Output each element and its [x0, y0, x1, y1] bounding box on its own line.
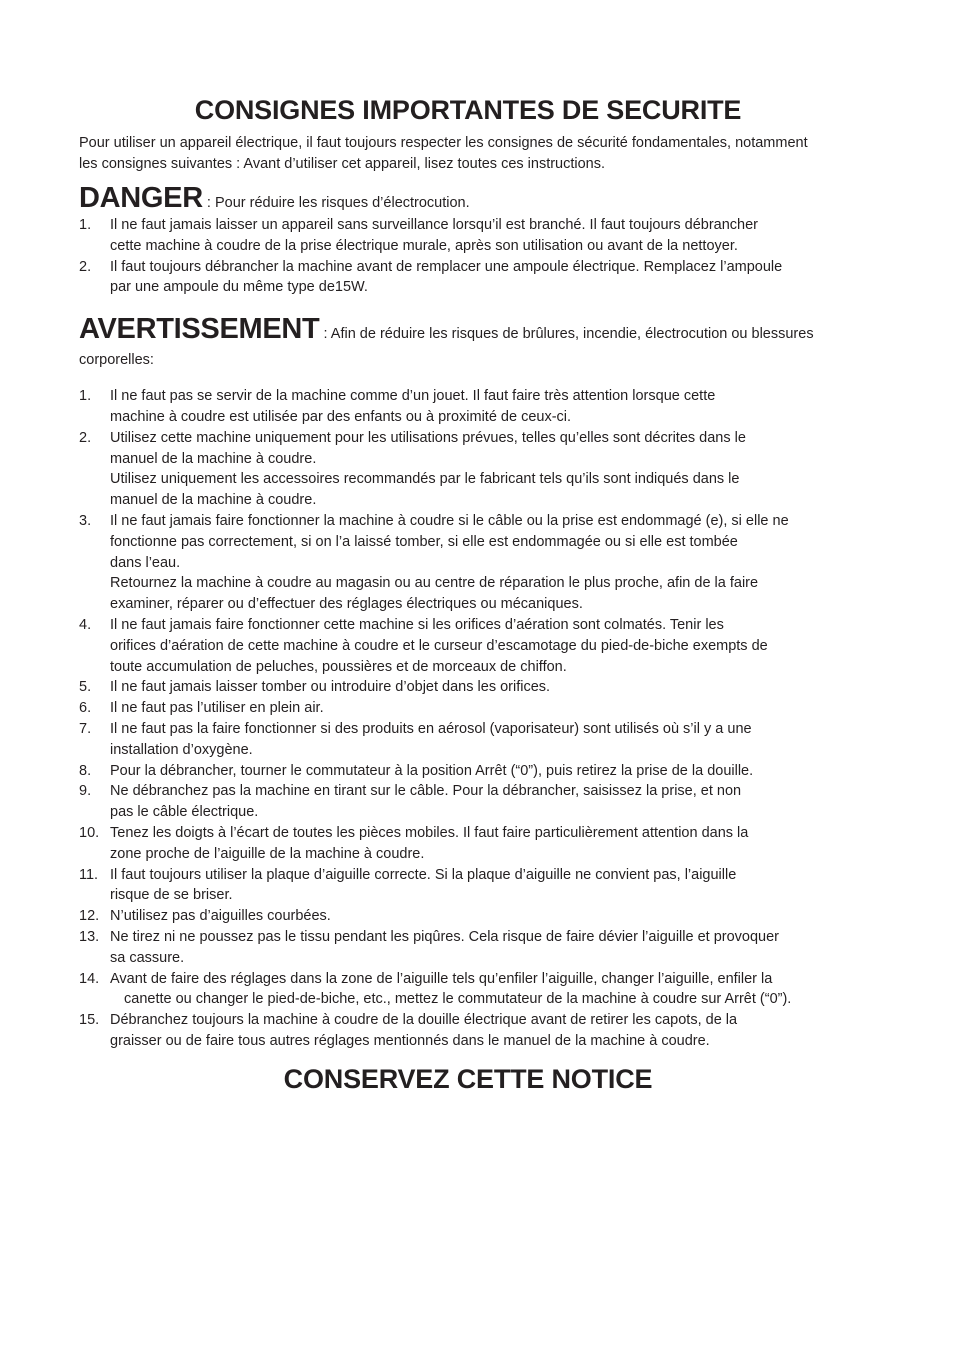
list-item-text: Il faut toujours utiliser la plaque d’aiguille correcte. Si la plaque d’aiguille ne convient pas, l’aiguille	[110, 866, 737, 883]
avertissement-list	[79, 386, 869, 1052]
list-item	[79, 257, 869, 299]
list-item-text: pas le câble électrique.	[110, 804, 259, 821]
list-item-number: 2.	[79, 258, 92, 275]
list-item-number: 5.	[79, 679, 92, 696]
list-item-text: Il ne faut jamais laisser tomber ou introduire d’objet dans les orifices.	[110, 679, 551, 696]
list-item-number: 2.	[79, 429, 92, 446]
intro-line: les consignes suivantes : Avant d’utiliser cet appareil, lisez toutes ces instructions.	[79, 156, 606, 172]
avertissement-subtitle: : Afin de réduire les risques de brûlures, incendie, électrocution ou blessures	[319, 326, 814, 343]
list-item-number: 7.	[79, 720, 92, 737]
avertissement-heading	[79, 312, 869, 374]
list-item-text: Il faut toujours débrancher la machine avant de remplacer une ampoule électrique. Remplacez l’ampoule	[110, 258, 783, 275]
list-item	[79, 1010, 869, 1052]
page-title: CONSIGNES IMPORTANTES DE SECURITE	[194, 95, 742, 125]
list-item-number: 12.	[79, 908, 100, 925]
list-item-text: installation d’oxygène.	[110, 741, 253, 758]
list-item-text: zone proche de l’aiguille de la machine à coudre.	[110, 845, 425, 862]
list-item-text: manuel de la machine à coudre.	[110, 492, 317, 509]
list-item-text: Il ne faut jamais faire fonctionner cette machine si les orifices d’aération sont colmatés. Tenir les	[110, 616, 724, 633]
list-item	[79, 677, 869, 698]
list-item-text: sa cassure.	[110, 949, 185, 966]
list-item	[79, 386, 869, 428]
intro-line: Pour utiliser un appareil électrique, il faut toujours respecter les consignes de sécurité fondamentales, notamment	[79, 135, 808, 151]
list-item-number: 9.	[79, 783, 92, 800]
list-item-text: Utilisez cette machine uniquement pour les utilisations prévues, telles qu’elles sont décrites dans le	[110, 429, 746, 446]
list-item-number: 15.	[79, 1012, 100, 1029]
list-item-text: Ne tirez ni ne poussez pas le tissu pendant les piqûres. Cela risque de faire dévier l’aiguille et provoquer	[110, 928, 779, 945]
danger-subtitle: : Pour réduire les risques d’électrocution.	[202, 195, 470, 211]
list-item-text: machine à coudre est utilisée par des enfants ou à proximité de ceux-ci.	[110, 408, 572, 425]
list-item-number: 3.	[79, 512, 92, 529]
list-item-text: Il ne faut pas l’utiliser en plein air.	[110, 700, 324, 717]
list-item-text: Il ne faut jamais laisser un appareil sans surveillance lorsqu’il est branché. Il faut toujours débrancher	[110, 217, 759, 233]
footer-title: CONSERVEZ CETTE NOTICE	[283, 1063, 653, 1094]
list-item-text: Pour la débrancher, tourner le commutateur à la position Arrêt (“0”), puis retirez la prise de la douille.	[110, 762, 754, 779]
list-item-number: 6.	[79, 700, 92, 717]
avertissement-title: AVERTISSEMENT	[79, 313, 320, 346]
list-item-text: manuel de la machine à coudre.	[110, 450, 317, 467]
list-item-text: par une ampoule du même type de15W.	[110, 279, 368, 296]
list-item	[79, 927, 869, 969]
danger-list	[79, 215, 869, 298]
list-item	[79, 719, 869, 761]
list-item	[79, 865, 869, 907]
safety-instructions-page	[79, 93, 869, 1096]
list-item	[79, 823, 869, 865]
list-item-text: Avant de faire des réglages dans la zone de l’aiguille tels qu’enfiler l’aiguille, changer l’aiguille, enfiler la	[110, 970, 773, 987]
list-item	[79, 615, 869, 677]
list-item-text: toute accumulation de peluches, poussières et de morceaux de chiffon.	[110, 658, 567, 675]
list-item-text: cette machine à coudre de la prise électrique murale, après son utilisation ou avant de la nettoyer.	[110, 237, 738, 254]
list-item-text: graisser ou de faire tous autres réglages mentionnés dans le manuel de la machine à coudre.	[110, 1032, 710, 1049]
list-item-number: 1.	[79, 388, 92, 405]
list-item-number: 13.	[79, 928, 100, 945]
list-item-text: N’utilisez pas d’aiguilles courbées.	[110, 908, 331, 925]
list-item	[79, 511, 869, 615]
list-item-number: 1.	[79, 217, 92, 233]
danger-heading	[79, 181, 869, 215]
list-item-number: 4.	[79, 616, 92, 633]
list-item-text: Retournez la machine à coudre au magasin ou au centre de réparation le plus proche, afin de la faire	[110, 575, 759, 592]
intro-paragraph	[79, 133, 869, 175]
list-item	[79, 969, 869, 1011]
list-item-number: 10.	[79, 824, 100, 841]
list-item	[79, 698, 869, 719]
list-item-text: Il ne faut pas la faire fonctionner si des produits en aérosol (vaporisateur) sont utilisés où s’il y a une	[110, 720, 752, 737]
list-item-text: risque de se briser.	[110, 887, 233, 904]
list-item-text: dans l’eau.	[110, 554, 181, 571]
list-item	[79, 428, 869, 511]
list-item-number: 14.	[79, 970, 100, 987]
danger-title: DANGER	[79, 182, 203, 214]
list-item-text: Il ne faut pas se servir de la machine comme d’un jouet. Il faut faire très attention lorsque cette	[110, 388, 716, 405]
list-item-text: orifices d’aération de cette machine à coudre et le curseur d’escamotage du pied-de-biche exempts de	[110, 637, 768, 654]
list-item-text: canette ou changer le pied-de-biche, etc., mettez le commutateur de la machine à coudre sur Arrêt (“0”).	[124, 991, 792, 1008]
list-item	[79, 906, 869, 927]
list-item	[79, 781, 869, 823]
list-item-text: fonctionne pas correctement, si on l’a laissé tomber, si elle est endommagée ou si elle est tombée	[110, 533, 738, 550]
list-item-text: Utilisez uniquement les accessoires recommandés par le fabricant tels qu’ils sont indiqués dans le	[110, 471, 740, 488]
avertissement-subtitle-cont: corporelles:	[79, 352, 154, 369]
list-item-text: Il ne faut jamais faire fonctionner la machine à coudre si le câble ou la prise est endommagé (e), si elle ne	[110, 512, 789, 529]
list-item	[79, 215, 869, 257]
list-item-number: 8.	[79, 762, 92, 779]
list-item	[79, 761, 869, 782]
list-item-text: Débranchez toujours la machine à coudre de la douille électrique avant de retirer les capots, de la	[110, 1012, 738, 1029]
list-item-text: examiner, réparer ou d’effectuer des réglages électriques ou mécaniques.	[110, 596, 583, 613]
list-item-text: Tenez les doigts à l’écart de toutes les pièces mobiles. Il faut faire particulièrement attention dans la	[110, 824, 749, 841]
list-item-text: Ne débranchez pas la machine en tirant sur le câble. Pour la débrancher, saisissez la prise, et non	[110, 783, 742, 800]
list-item-number: 11.	[79, 866, 99, 883]
